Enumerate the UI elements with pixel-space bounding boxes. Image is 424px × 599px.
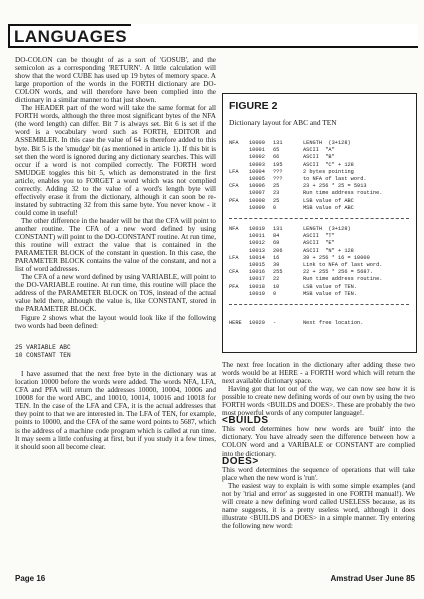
table-row bbox=[229, 147, 409, 154]
right-paragraph: This word determines how new words are 'built' into the dictionary. You have already seen the difference between how a COLON word and a VARIBALE or CONSTANT are complied into the dictionary. bbox=[222, 425, 415, 458]
table-row bbox=[229, 226, 409, 233]
right-paragraph: This word determines the sequence of operations that will take place when the new word is 'run'. bbox=[222, 465, 415, 482]
table-cell-c2: 10004 bbox=[249, 168, 265, 175]
table-cell-c3: ??? bbox=[273, 176, 283, 183]
table-cell-c2: 10001 bbox=[249, 147, 265, 154]
table-cell-c3: 206 bbox=[273, 247, 283, 254]
table-row bbox=[229, 276, 409, 283]
magazine-issue: Amstrad User June 85 bbox=[330, 574, 415, 583]
table-cell-c2: 10003 bbox=[249, 161, 265, 168]
table-row bbox=[229, 269, 409, 276]
page-number: Page 16 bbox=[15, 574, 46, 583]
table-cell-c2: 10019 bbox=[249, 290, 265, 297]
table-cell-c4: to NFA of last word. bbox=[303, 176, 367, 183]
left-paragraph: The HEADER part of the word will take the same format for all FORTH words, although the three most significant bytes of the NFA (the word length) can differ. Bit 7 is always set. Bit 6 is set if the word is a vocabulary word such as FORTH, EDITOR and ASSEMBLER. In this case the value of 64 is therefore added to this byte. Bit 5 is the 'smudge' bit (as mentioned in article 1). If this bit is set then the word is ignored during any dictionary searches. This will occur if a word is not compiled correctly. The FORTH word SMUDGE toggles this bit 5, which as demonstrated in the first article, enables you to FORGET a word which was not complied correctly. Adding 32 to the value of a word's length byte will effectively erase it from the dictionary, although it can soon be re-instated by subtracting 32 from this same byte. You never know - it could come in useful! bbox=[15, 104, 216, 217]
table-cell-c2: 10008 bbox=[249, 197, 265, 204]
table-cell-c1 bbox=[229, 190, 249, 197]
table-cell-c3: 0 bbox=[273, 204, 277, 211]
table-cell-c4: 22 + 255 * 256 = 5687. bbox=[303, 269, 373, 276]
table-cell-c4: 2 bytes pointing bbox=[303, 168, 354, 175]
table-row bbox=[229, 284, 409, 291]
table-cell-c1: LFA bbox=[229, 168, 239, 175]
table-cell-c2: 10017 bbox=[249, 276, 265, 283]
table-row bbox=[229, 198, 409, 205]
table-cell-c4: LENGTH (3+128) bbox=[303, 140, 351, 146]
table-row bbox=[229, 205, 409, 212]
table-cell-c3: 10 bbox=[273, 283, 280, 290]
table-cell-c1 bbox=[229, 248, 249, 255]
table-cell-c1 bbox=[229, 291, 249, 298]
table-cell-c1: PFA bbox=[229, 197, 239, 204]
right-paragraph: The easiest way to explain is with some simple examples (and not by 'trial and error' as suggested in one FORTH manual!). We will create a new defining word called USELESS because, as its name suggests, it is a pretty useless word, although it does illustrate <BUILDS and DOES> in a simple manner. Try entering the following new word: bbox=[222, 481, 415, 530]
table-cell-c1: NFA bbox=[229, 140, 239, 146]
code-line: 10 CONSTANT TEN bbox=[15, 351, 71, 359]
table-cell-c1 bbox=[229, 205, 249, 212]
table-row bbox=[229, 183, 409, 190]
table-cell-c3: 255 bbox=[273, 269, 283, 276]
table-row bbox=[229, 262, 409, 269]
table-cell-c2: 10016 bbox=[249, 269, 265, 276]
table-cell-c1 bbox=[229, 162, 249, 169]
table-row bbox=[229, 190, 409, 197]
table-cell-c4: ASCII "A" bbox=[303, 147, 335, 154]
here-row-table bbox=[229, 320, 409, 327]
table-cell-c1: LFA bbox=[229, 254, 239, 261]
left-column bbox=[15, 56, 216, 451]
table-cell-c3: 195 bbox=[273, 161, 283, 168]
table-cell-c4: ASCII "N" + 128 bbox=[303, 247, 354, 254]
table-cell-c4: ASCII "C" + 128 bbox=[303, 161, 354, 168]
left-paragraph: I have assumed that the next free byte in the dictionary was at location 10000 before the words were added. The words NFA, LFA, CFA and PFA will return the addresses 10000, 10004, 10006 and 10008 for the word ABC, and 10010, 10014, 10016 and 10018 for TEN. In the case of the LFA and CFA, it is the actual addresses that they point to that we are interested in. The LFA of TEN, for example, points to 10000, and the CFA of the same word points to 5687, which is the address of a machine code program which is called at run time. It may seem a little confusing at first, but if you study it a few times, it should soon all become clear. bbox=[15, 370, 216, 451]
table-cell-c2: 10014 bbox=[249, 254, 265, 261]
table-cell-c3: 39 bbox=[273, 262, 280, 269]
table-cell-c4: LENGTH (3+128) bbox=[303, 226, 351, 232]
table-cell-c2: 10010 bbox=[249, 226, 265, 232]
table-cell-c1 bbox=[229, 147, 249, 154]
table-cell-c1: CFA bbox=[229, 269, 239, 276]
table-cell-c1 bbox=[229, 233, 249, 240]
table-cell-c1 bbox=[229, 154, 249, 161]
table-cell-c2: 10005 bbox=[249, 176, 265, 183]
table-cell-c4: 23 + 256 * 25 = 5913 bbox=[303, 183, 367, 190]
table-cell-c1 bbox=[229, 262, 249, 269]
table-row bbox=[229, 169, 409, 176]
table-cell-c3: 25 bbox=[273, 183, 280, 190]
table-row bbox=[229, 162, 409, 169]
right-column bbox=[222, 361, 415, 530]
table-cell-c4: LSB value of TEN. bbox=[303, 283, 358, 290]
table-cell-c4: 39 + 256 * 16 = 10000 bbox=[303, 254, 370, 261]
table-cell-c2: 10011 bbox=[249, 233, 265, 240]
code-listing bbox=[15, 344, 216, 361]
table-row bbox=[229, 320, 409, 327]
left-paragraph: The CFA of a new word defined by using VARIABLE, will point to the DO-VARIABLE routine. At run time, this routine will place the address of the PARAMETER BLOCK on TOS, instead of the actual value held there, although the value is, like CONSTANT, stored in the PARAMETER BLOCK. bbox=[15, 273, 216, 314]
table-cell-c1: HERE bbox=[229, 320, 242, 326]
table-cell-c2: 10006 bbox=[249, 183, 265, 190]
table-cell-c3: 84 bbox=[273, 233, 280, 240]
table-cell-c3: 65 bbox=[273, 147, 280, 154]
table-cell-c3: 25 bbox=[273, 197, 280, 204]
table-row bbox=[229, 291, 409, 298]
figure-box bbox=[222, 93, 417, 353]
table-cell-c4: MSB value of ABC bbox=[303, 204, 354, 211]
right-paragraph: Having got that lot out of the way, we can now see how it is possible to create new defining words of our own by using the two FORTH words <BUILDS and DOES>. These are probably the two most powerful words of any computer language!. bbox=[222, 385, 415, 418]
table-cell-c3: 0 bbox=[273, 290, 277, 297]
header-rule bbox=[8, 46, 418, 48]
table-cell-c3: 131 bbox=[273, 226, 283, 232]
table-cell-c3: 69 bbox=[273, 240, 280, 247]
code-line: 25 VARIABLE ABC bbox=[15, 343, 71, 351]
table-cell-c1: CFA bbox=[229, 183, 239, 190]
table-cell-c4: Run time address routine. bbox=[303, 276, 383, 283]
figure-subtitle: Dictionary layout for ABC and TEN bbox=[229, 118, 337, 127]
table-cell-c3: 16 bbox=[273, 254, 280, 261]
table-cell-c2: 10012 bbox=[249, 240, 265, 247]
table-cell-c3: 66 bbox=[273, 154, 280, 161]
left-paragraph: The other difference in the header will be that the CFA will point to another routine. The CFA of a new word defined by using CONSTANT) will point to the DO-CONSTANT routine. At run time, this routine will extract the value that is contained in the PARAMETER BLOCK of the constant in question. In this case, the PARAMETER BLOCK contains the value of the constant, and not a list of word addresses. bbox=[15, 216, 216, 274]
table-cell-c4: Next free location. bbox=[303, 320, 364, 326]
table-cell-c2: 10015 bbox=[249, 262, 265, 269]
table-row bbox=[229, 248, 409, 255]
table-cell-c4: ASCII "T" bbox=[303, 233, 335, 240]
table-cell-c3: 22 bbox=[273, 276, 280, 283]
table-cell-c1 bbox=[229, 276, 249, 283]
left-paragraph: Figure 2 shows what the layout would look like if the following two words had been defined: bbox=[15, 313, 216, 330]
left-paragraph: DO-COLON can be thought of as a sort of 'GOSUB', and the semicolon as a corresponding 'RETURN'. A little calculation will show that the word CUBE has used up 19 bytes of memory space. A large proportion of the words in the FORTH dictionary are DO-COLON words, and will therefore have been complied into the dictionary in a similar manner to that just shown. bbox=[15, 56, 216, 105]
table-cell-c3: - bbox=[273, 320, 277, 326]
table-row bbox=[229, 176, 409, 183]
table-cell-c2: 10000 bbox=[249, 140, 265, 146]
table-row bbox=[229, 240, 409, 247]
table-cell-c2: 10009 bbox=[249, 204, 265, 211]
dictionary-table-abc bbox=[229, 140, 409, 212]
builds-heading: <BUILDS bbox=[222, 415, 269, 427]
table-cell-c1 bbox=[229, 176, 249, 183]
section-label: LANGUAGES bbox=[8, 24, 131, 48]
page-footer bbox=[15, 574, 415, 586]
table-cell-c1: NFA bbox=[229, 226, 239, 232]
table-cell-c4: Link to NFA of last word. bbox=[303, 262, 383, 269]
dictionary-table-ten bbox=[229, 226, 409, 298]
table-cell-c3: 23 bbox=[273, 190, 280, 197]
right-paragraph: The next free location in the dictionary after adding these two words would be at HERE - a FORTH word which will return the next available dictionary space. bbox=[222, 361, 415, 386]
figure-title: FIGURE 2 bbox=[229, 100, 278, 112]
table-cell-c4: LSB value of ABC bbox=[303, 197, 354, 204]
table-separator bbox=[229, 218, 409, 219]
table-separator bbox=[229, 304, 409, 305]
table-cell-c1: PFA bbox=[229, 283, 239, 290]
section-header bbox=[8, 24, 418, 48]
table-row bbox=[229, 255, 409, 262]
table-cell-c4: ASCII "B" bbox=[303, 154, 335, 161]
table-cell-c4: MSB value of TEN. bbox=[303, 290, 358, 297]
table-row bbox=[229, 154, 409, 161]
does-heading: DOES> bbox=[222, 455, 259, 467]
table-cell-c2: 10020 bbox=[249, 320, 265, 326]
table-cell-c1 bbox=[229, 240, 249, 247]
table-cell-c3: ??? bbox=[273, 168, 283, 175]
table-cell-c4: Run time address routine. bbox=[303, 190, 383, 197]
table-cell-c3: 131 bbox=[273, 140, 283, 146]
table-cell-c2: 10018 bbox=[249, 283, 265, 290]
table-cell-c2: 10007 bbox=[249, 190, 265, 197]
table-row bbox=[229, 140, 409, 147]
table-row bbox=[229, 233, 409, 240]
table-cell-c2: 10013 bbox=[249, 247, 265, 254]
table-cell-c2: 10002 bbox=[249, 154, 265, 161]
table-cell-c4: ASCII "E" bbox=[303, 240, 335, 247]
